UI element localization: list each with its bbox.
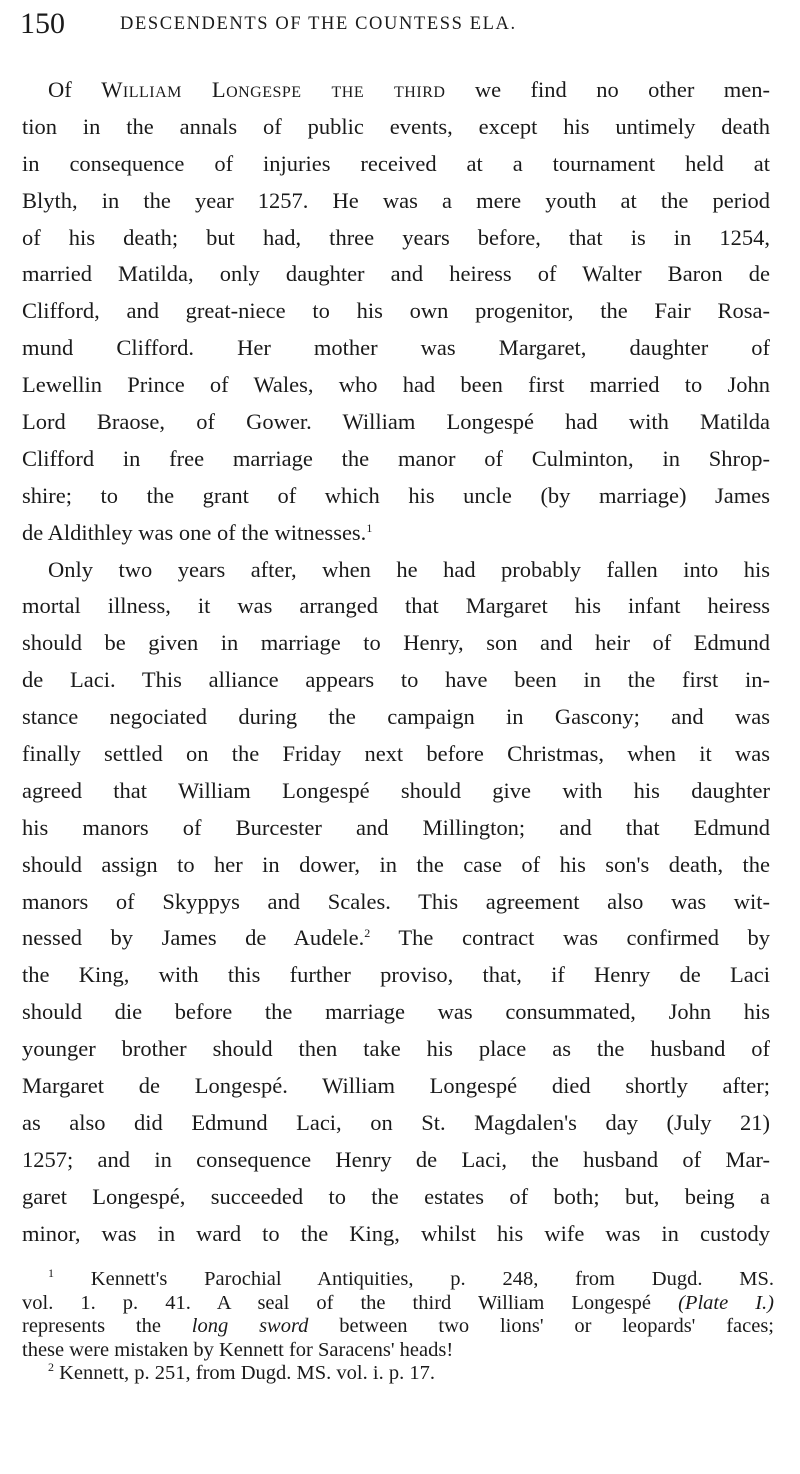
body-text: [22, 72, 770, 1253]
lead-word: Of: [48, 77, 72, 102]
subject-small-caps: William Longespe the third: [101, 77, 446, 102]
plate-reference: (Plate I.): [678, 1291, 775, 1314]
footnote-text: Kennett's Parochial Antiquities, p. 248, from Dugd. MS.: [90, 1268, 774, 1290]
footnote-text: between two lions' or leopards' faces;: [339, 1315, 774, 1337]
footnote-1-line-4: these were mistaken by Kennett for Saracens' heads!: [22, 1338, 454, 1361]
paragraph-1-line-7: Clifford, and great-niece to his own progenitor, the Fair Rosa-: [22, 298, 770, 324]
paragraph-1-line-3: in consequence of injuries received at a tournament held at: [22, 150, 770, 176]
footnote-ref-1[interactable]: 1: [366, 520, 373, 535]
footnote-text: represents the: [22, 1315, 161, 1337]
paragraph-2-line-10: manors of Skyppys and Scales. This agreement also was wit-: [22, 888, 770, 914]
paragraph-2-line-11: [22, 920, 770, 957]
footnotes: [22, 1268, 774, 1386]
paragraph-2-line-4: de Laci. This alliance appears to have been in the first in-: [22, 667, 770, 693]
paragraph-1-line-12: shire; to the grant of which his uncle (by marriage) James: [22, 482, 770, 508]
paragraph-2-line-17: 1257; and in consequence Henry de Laci, the husband of Mar-: [22, 1146, 770, 1172]
paragraph-2-line-14: younger brother should then take his place as the husband of: [22, 1036, 770, 1062]
paragraph-1-line-6: married Matilda, only daughter and heiress of Walter Baron de: [22, 261, 770, 287]
footnote-marker-1: 1: [48, 1266, 54, 1280]
paragraph-2-line-6: finally settled on the Friday next before Christmas, when it was: [22, 741, 770, 767]
line-text: nessed by James de Audele.: [22, 925, 365, 951]
paragraph-1-line-10: Lord Braose, of Gower. William Longespé had with Matilda: [22, 409, 770, 435]
footnote-2: [22, 1362, 774, 1386]
paragraph-2-line-1: Only two years after, when he had probably fallen into his: [48, 556, 770, 582]
paragraph-2-line-12: the King, with this further proviso, that, if Henry de Laci: [22, 962, 770, 988]
paragraph-1-line-8: mund Clifford. Her mother was Margaret, daughter of: [22, 335, 770, 361]
paragraph-2-line-5: stance negociated during the campaign in Gascony; and was: [22, 704, 770, 730]
paragraph-2-line-7: agreed that William Longespé should give with his daughter: [22, 777, 770, 803]
running-title: DESCENDENTS OF THE COUNTESS ELA.: [120, 14, 517, 34]
line-text: de Aldithley was one of the witnesses.: [22, 519, 367, 545]
paragraph-2-line-15: Margaret de Longespé. William Longespé died shortly after;: [22, 1073, 770, 1099]
line-text: we find no other men-: [474, 77, 771, 102]
paragraph-2-line-18: garet Longespé, succeeded to the estates of both; but, being a: [22, 1183, 770, 1209]
paragraph-2-line-19: minor, was in ward to the King, whilst his wife was in custody: [22, 1220, 770, 1246]
paragraph-1-line-5: of his death; but had, three years before, that is in 1254,: [22, 224, 770, 250]
paragraph-1-line-9: Lewellin Prince of Wales, who had been first married to John: [22, 372, 770, 398]
footnote-text: Kennett, p. 251, from Dugd. MS. vol. i. p. 17.: [59, 1362, 435, 1384]
paragraph-2-line-8: his manors of Burcester and Millington; and that Edmund: [22, 814, 770, 840]
paragraph-1-line-11: Clifford in free marriage the manor of Culminton, in Shrop-: [22, 445, 770, 471]
paragraph-2-line-2: mortal illness, it was arranged that Margaret his infant heiress: [22, 593, 770, 619]
line-text-tail: The contract was confirmed by: [398, 925, 771, 951]
footnote-1-line-2: [22, 1292, 774, 1316]
page-number: 150: [20, 7, 65, 40]
paragraph-2-line-13: should die before the marriage was consummated, John his: [22, 999, 770, 1025]
paragraph-1-line-2: tion in the annals of public events, except his untimely death: [22, 113, 770, 139]
footnote-1-line-3: [22, 1315, 774, 1339]
paragraph-2-line-9: should assign to her in dower, in the case of his son's death, the: [22, 851, 770, 877]
footnote-ref-2[interactable]: 2: [364, 926, 371, 941]
page-header: [20, 6, 790, 42]
footnote-1-line-1: [22, 1268, 774, 1292]
paragraph-2-line-3: should be given in marriage to Henry, son and heir of Edmund: [22, 630, 770, 656]
paragraph-1-line-1: [22, 72, 770, 109]
paragraph-1-line-13: [22, 515, 770, 552]
footnote-text: vol. 1. p. 41. A seal of the third William Longespé: [22, 1291, 652, 1314]
footnote-marker-2: 2: [48, 1360, 54, 1374]
italic-phrase: long sword: [191, 1315, 309, 1337]
paragraph-1-line-4: Blyth, in the year 1257. He was a mere youth at the period: [22, 187, 770, 213]
paragraph-2-line-16: as also did Edmund Laci, on St. Magdalen's day (July 21): [22, 1109, 770, 1135]
